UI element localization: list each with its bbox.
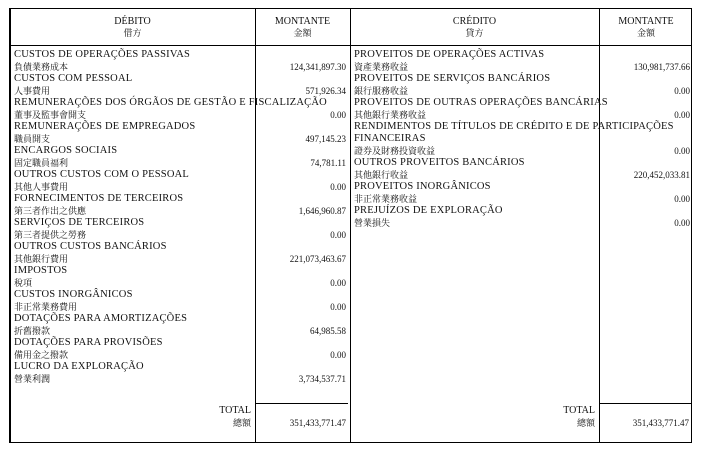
credit-amount: 0.00 xyxy=(674,218,690,228)
credit-amount: 0.00 xyxy=(674,194,690,204)
debit-item: OUTROS CUSTOS BANCÁRIOS 其他銀行費用 221,073,463.67 xyxy=(14,241,346,264)
credit-amount: 130,981,737.66 xyxy=(633,62,690,72)
debit-amount: 0.00 xyxy=(330,350,346,360)
debit-amount: 497,145.23 xyxy=(305,134,346,144)
debit-item: CUSTOS DE OPERAÇÕES PASSIVAS 負債業務成本 124,341,897.30 xyxy=(14,49,346,72)
header-amount-pt: MONTANTE xyxy=(618,16,674,27)
debit-item: OUTROS CUSTOS COM O PESSOAL 其他人事費用 0.00 xyxy=(14,169,346,192)
credit-amount: 0.00 xyxy=(674,146,690,156)
divider-center xyxy=(350,9,351,442)
debit-item: DOTAÇÕES PARA PROVISÕES 備用金之撥款 0.00 xyxy=(14,337,346,360)
debit-item: REMUNERAÇÕES DE EMPREGADOS 職員開支 497,145.23 xyxy=(14,121,346,144)
debit-amount: 221,073,463.67 xyxy=(289,254,346,264)
total-label-credit: TOTAL 總額 xyxy=(563,405,595,428)
debit-item: ENCARGOS SOCIAIS 固定職員福利 74,781.11 xyxy=(14,145,346,168)
debit-item: CUSTOS INORGÂNICOS 非正常業務費用 0.00 xyxy=(14,289,346,312)
total-amount-credit: 351,433,771.47 xyxy=(632,418,689,428)
header-amount-zh: 金額 xyxy=(293,28,312,38)
header-debit-zh: 借方 xyxy=(123,28,142,38)
debit-amount: 571,926.34 xyxy=(305,86,346,96)
header-credit-pt: CRÉDITO xyxy=(452,16,497,27)
credit-item: PROVEITOS DE OPERAÇÕES ACTIVAS 資產業務收益 130,981,737.66 xyxy=(354,49,690,72)
credit-amount: 0.00 xyxy=(674,86,690,96)
total-line-credit xyxy=(599,403,691,404)
debit-item: FORNECIMENTOS DE TERCEIROS 第三者作出之供應 1,646,960.87 xyxy=(14,193,346,216)
header-debit-amount xyxy=(255,9,350,45)
header-amount-zh: 金額 xyxy=(636,28,655,38)
header-debit xyxy=(10,9,255,45)
credit-item: OUTROS PROVEITOS BANCÁRIOS 其他銀行收益 220,452,033.81 xyxy=(354,157,690,180)
debit-amount: 0.00 xyxy=(330,278,346,288)
debit-amount: 64,985.58 xyxy=(310,326,346,336)
header-credit-amount xyxy=(599,9,693,45)
debit-items xyxy=(14,49,346,385)
header-divider xyxy=(10,45,691,46)
debit-amount: 0.00 xyxy=(330,110,346,120)
debit-amount: 0.00 xyxy=(330,182,346,192)
credit-item: PROVEITOS INORGÂNICOS 非正常業務收益 0.00 xyxy=(354,181,690,204)
debit-amount: 124,341,897.30 xyxy=(289,62,346,72)
debit-item: SERVIÇOS DE TERCEIROS 第三者提供之勞務 0.00 xyxy=(14,217,346,240)
credit-amount: 220,452,033.81 xyxy=(633,170,690,180)
debit-amount: 0.00 xyxy=(330,230,346,240)
header-credit-zh: 貸方 xyxy=(465,28,484,38)
header-credit xyxy=(350,9,599,45)
total-line-debit xyxy=(255,403,348,404)
profit-loss-statement xyxy=(9,8,692,443)
total-label-debit: TOTAL 總額 xyxy=(219,405,251,428)
debit-amount: 3,734,537.71 xyxy=(298,374,346,384)
credit-amount: 0.00 xyxy=(674,110,690,120)
debit-item: IMPOSTOS 稅項 0.00 xyxy=(14,265,346,288)
debit-item: DOTAÇÕES PARA AMORTIZAÇÕES 折舊撥款 64,985.58 xyxy=(14,313,346,336)
debit-amount: 74,781.11 xyxy=(310,158,346,168)
credit-item: PROVEITOS DE OUTRAS OPERAÇÕES BANCÁRIAS 其他銀行業務收益 0.00 xyxy=(354,97,690,120)
credit-item: RENDIMENTOS DE TÍTULOS DE CRÉDITO E DE PARTICIPAÇÕES FINANCEIRAS 證券及財務投資收益 0.00 xyxy=(354,121,690,156)
debit-amount: 0.00 xyxy=(330,302,346,312)
debit-item: CUSTOS COM PESSOAL 人事費用 571,926.34 xyxy=(14,73,346,96)
header-debit-pt: DÉBITO xyxy=(114,16,151,27)
debit-item: REMUNERAÇÕES DOS ÓRGÃOS DE GESTÃO E FISCALIZAÇÃO 董事及監事會開支 0.00 xyxy=(14,97,346,120)
header-amount-pt: MONTANTE xyxy=(274,16,331,27)
credit-item: PROVEITOS DE SERVIÇOS BANCÁRIOS 銀行服務收益 0.00 xyxy=(354,73,690,96)
debit-amount: 1,646,960.87 xyxy=(298,206,346,216)
total-amount-debit: 351,433,771.47 xyxy=(289,418,346,428)
credit-items xyxy=(354,49,690,229)
credit-item: PREJUÍZOS DE EXPLORAÇÃO 營業損失 0.00 xyxy=(354,205,690,228)
debit-item: LUCRO DA EXPLORAÇÃO 營業利潤 3,734,537.71 xyxy=(14,361,346,384)
